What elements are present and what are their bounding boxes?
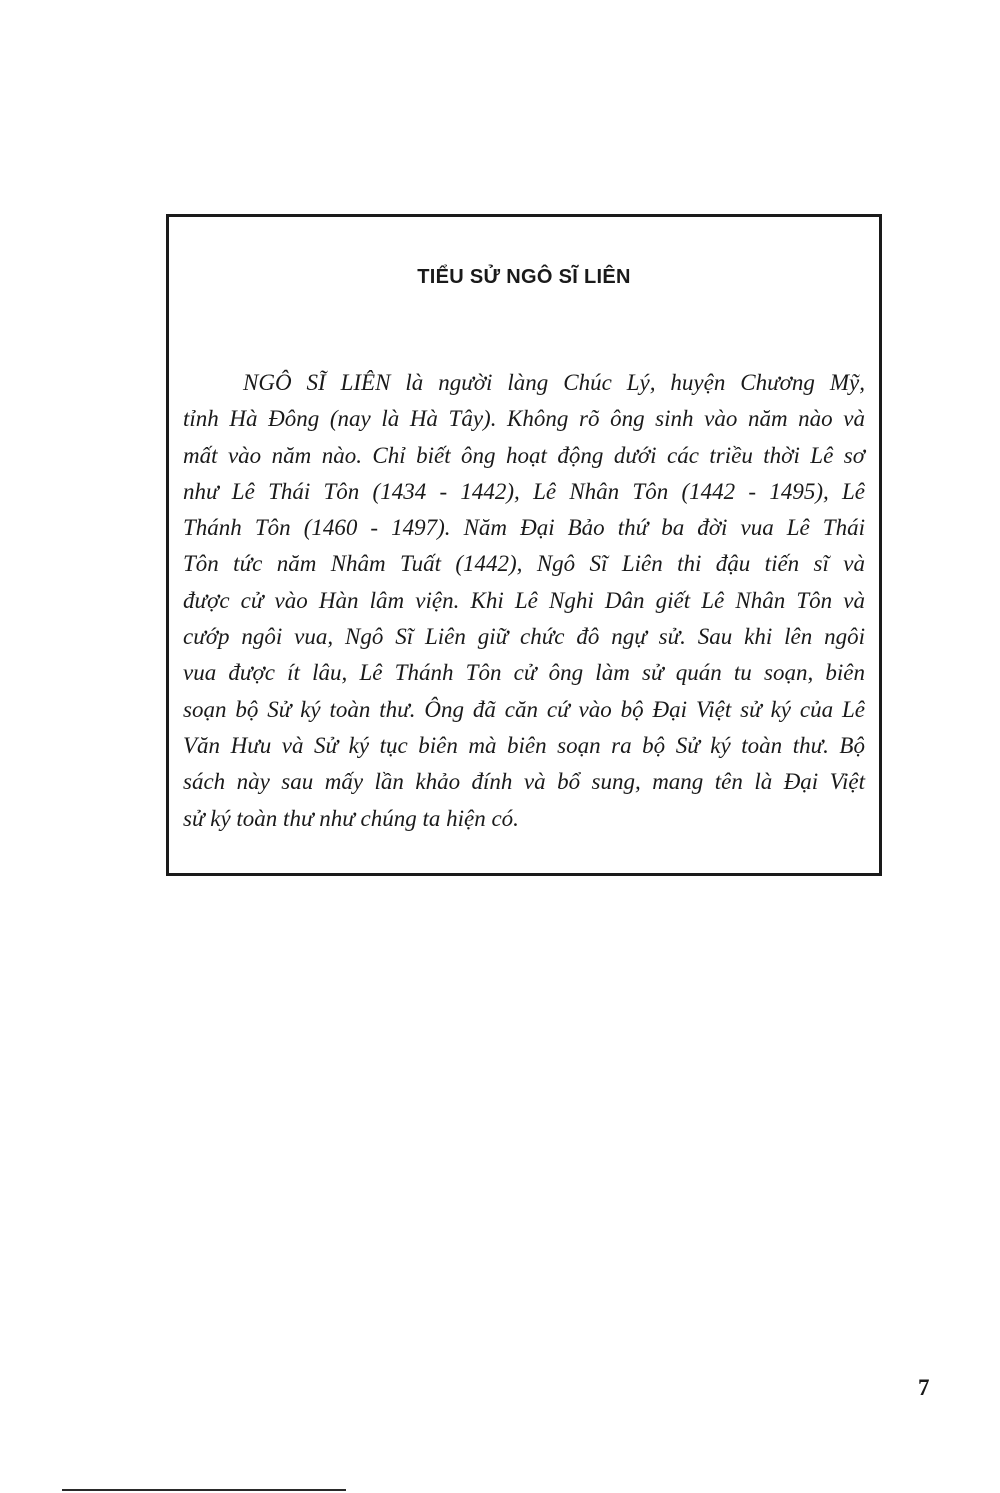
bottom-rule-divider xyxy=(62,1489,346,1491)
paragraph-line: vua được ít lâu, Lê Thánh Tôn cử ông làm sử quán tu soạn, biên xyxy=(183,660,865,686)
biography-title: TIỂU SỬ NGÔ SĨ LIÊN xyxy=(417,266,631,288)
paragraph-line: Văn Hưu và Sử ký tục biên mà biên soạn ra bộ Sử ký toàn thư. Bộ xyxy=(183,732,865,758)
paragraph-line: Tôn tức năm Nhâm Tuất (1442), Ngô Sĩ Liên thi đậu tiến sĩ và xyxy=(183,551,865,577)
paragraph-line: cướp ngôi vua, Ngô Sĩ Liên giữ chức đô ngự sử. Sau khi lên ngôi xyxy=(183,624,865,650)
biography-paragraph xyxy=(183,365,865,837)
paragraph-line: tỉnh Hà Đông (nay là Hà Tây). Không rõ ông sinh vào năm nào và xyxy=(183,406,865,432)
paragraph-line: được cử vào Hàn lâm viện. Khi Lê Nghi Dân giết Lê Nhân Tôn và xyxy=(183,587,865,613)
page-number: 7 xyxy=(918,1375,930,1400)
paragraph-line: NGÔ SĨ LIÊN là người làng Chúc Lý, huyện Chương Mỹ, xyxy=(243,370,865,395)
biography-box xyxy=(166,214,882,876)
paragraph-line: Thánh Tôn (1460 - 1497). Năm Đại Bảo thứ ba đời vua Lê Thái xyxy=(183,515,865,541)
paragraph-line: soạn bộ Sử ký toàn thư. Ông đã căn cứ vào bộ Đại Việt sử ký của Lê xyxy=(183,696,865,722)
paragraph-line: như Lê Thái Tôn (1434 - 1442), Lê Nhân Tôn (1442 - 1495), Lê xyxy=(183,478,865,504)
paragraph-line: sách này sau mấy lần khảo đính và bổ sung, mang tên là Đại Việt xyxy=(183,769,865,795)
paragraph-line: mất vào năm nào. Chỉ biết ông hoạt động dưới các triều thời Lê sơ xyxy=(183,442,865,468)
paragraph-line: sử ký toàn thư như chúng ta hiện có. xyxy=(183,805,519,831)
